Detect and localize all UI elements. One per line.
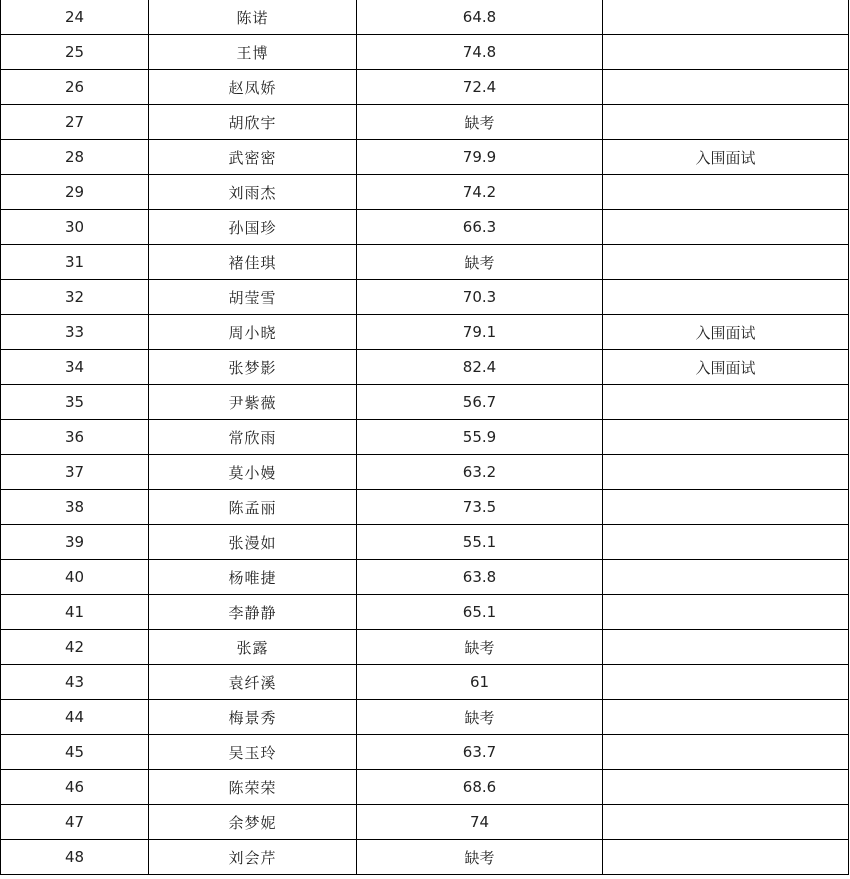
table-row (1, 140, 849, 175)
remark-cell (603, 175, 849, 210)
score-cell: 68.6 (357, 770, 603, 805)
name-cell: 尹紫薇 (149, 385, 357, 420)
name-cell: 武密密 (149, 140, 357, 175)
remark-cell: 入围面试 (603, 315, 849, 350)
table-row (1, 630, 849, 665)
row-number-cell: 39 (1, 525, 149, 560)
remark-cell (603, 455, 849, 490)
name-cell: 褚佳琪 (149, 245, 357, 280)
table-row (1, 210, 849, 245)
remark-cell (603, 210, 849, 245)
row-number-cell: 43 (1, 665, 149, 700)
remark-cell (603, 385, 849, 420)
name-cell: 莫小嫚 (149, 455, 357, 490)
row-number-cell: 47 (1, 805, 149, 840)
name-cell: 陈荣荣 (149, 770, 357, 805)
row-number-cell: 40 (1, 560, 149, 595)
name-cell: 张露 (149, 630, 357, 665)
table-row (1, 0, 849, 35)
table-row (1, 455, 849, 490)
row-number-cell: 32 (1, 280, 149, 315)
table-row (1, 595, 849, 630)
score-cell: 63.7 (357, 735, 603, 770)
score-cell: 63.2 (357, 455, 603, 490)
name-cell: 余梦妮 (149, 805, 357, 840)
remark-cell (603, 805, 849, 840)
name-cell: 常欣雨 (149, 420, 357, 455)
score-cell: 64.8 (357, 0, 603, 35)
row-number-cell: 29 (1, 175, 149, 210)
table-row (1, 350, 849, 385)
table-row (1, 420, 849, 455)
name-cell: 周小晓 (149, 315, 357, 350)
score-cell: 缺考 (357, 630, 603, 665)
score-cell: 61 (357, 665, 603, 700)
score-cell: 缺考 (357, 840, 603, 875)
row-number-cell: 42 (1, 630, 149, 665)
score-cell: 79.1 (357, 315, 603, 350)
name-cell: 李静静 (149, 595, 357, 630)
score-cell: 63.8 (357, 560, 603, 595)
row-number-cell: 36 (1, 420, 149, 455)
score-cell: 缺考 (357, 105, 603, 140)
row-number-cell: 48 (1, 840, 149, 875)
row-number-cell: 33 (1, 315, 149, 350)
table-row (1, 560, 849, 595)
score-cell: 74.2 (357, 175, 603, 210)
score-cell: 缺考 (357, 245, 603, 280)
table-row (1, 700, 849, 735)
score-cell: 缺考 (357, 700, 603, 735)
row-number-cell: 27 (1, 105, 149, 140)
name-cell: 孙国珍 (149, 210, 357, 245)
remark-cell (603, 840, 849, 875)
name-cell: 杨唯捷 (149, 560, 357, 595)
table-row (1, 385, 849, 420)
remark-cell (603, 420, 849, 455)
row-number-cell: 44 (1, 700, 149, 735)
name-cell: 刘会芹 (149, 840, 357, 875)
table-row (1, 525, 849, 560)
name-cell: 胡欣宇 (149, 105, 357, 140)
remark-cell (603, 630, 849, 665)
row-number-cell: 30 (1, 210, 149, 245)
row-number-cell: 26 (1, 70, 149, 105)
row-number-cell: 34 (1, 350, 149, 385)
score-cell: 82.4 (357, 350, 603, 385)
remark-cell (603, 665, 849, 700)
name-cell: 刘雨杰 (149, 175, 357, 210)
remark-cell (603, 105, 849, 140)
table-row (1, 665, 849, 700)
name-cell: 陈诺 (149, 0, 357, 35)
score-cell: 72.4 (357, 70, 603, 105)
row-number-cell: 45 (1, 735, 149, 770)
table-row (1, 280, 849, 315)
remark-cell (603, 0, 849, 35)
remark-cell: 入围面试 (603, 140, 849, 175)
table-row (1, 735, 849, 770)
table-row (1, 770, 849, 805)
table-row (1, 315, 849, 350)
row-number-cell: 41 (1, 595, 149, 630)
score-cell: 74.8 (357, 35, 603, 70)
name-cell: 吴玉玲 (149, 735, 357, 770)
score-cell: 56.7 (357, 385, 603, 420)
table-row (1, 175, 849, 210)
table-row (1, 70, 849, 105)
remark-cell (603, 700, 849, 735)
row-number-cell: 46 (1, 770, 149, 805)
name-cell: 袁纤溪 (149, 665, 357, 700)
remark-cell (603, 280, 849, 315)
score-cell: 55.1 (357, 525, 603, 560)
score-cell: 70.3 (357, 280, 603, 315)
table-row (1, 35, 849, 70)
row-number-cell: 31 (1, 245, 149, 280)
score-cell: 66.3 (357, 210, 603, 245)
row-number-cell: 25 (1, 35, 149, 70)
score-cell: 65.1 (357, 595, 603, 630)
score-cell: 79.9 (357, 140, 603, 175)
remark-cell (603, 595, 849, 630)
table-row (1, 805, 849, 840)
name-cell: 梅景秀 (149, 700, 357, 735)
remark-cell (603, 560, 849, 595)
table-row (1, 245, 849, 280)
row-number-cell: 28 (1, 140, 149, 175)
score-cell: 55.9 (357, 420, 603, 455)
row-number-cell: 38 (1, 490, 149, 525)
score-cell: 73.5 (357, 490, 603, 525)
row-number-cell: 37 (1, 455, 149, 490)
remark-cell (603, 245, 849, 280)
score-cell: 74 (357, 805, 603, 840)
name-cell: 张漫如 (149, 525, 357, 560)
remark-cell: 入围面试 (603, 350, 849, 385)
remark-cell (603, 735, 849, 770)
name-cell: 陈孟丽 (149, 490, 357, 525)
name-cell: 赵凤娇 (149, 70, 357, 105)
table-row (1, 490, 849, 525)
remark-cell (603, 70, 849, 105)
row-number-cell: 35 (1, 385, 149, 420)
table-row (1, 105, 849, 140)
name-cell: 胡莹雪 (149, 280, 357, 315)
remark-cell (603, 525, 849, 560)
row-number-cell: 24 (1, 0, 149, 35)
table-row (1, 840, 849, 875)
name-cell: 张梦影 (149, 350, 357, 385)
results-table-body (1, 0, 849, 875)
remark-cell (603, 770, 849, 805)
name-cell: 王博 (149, 35, 357, 70)
remark-cell (603, 35, 849, 70)
remark-cell (603, 490, 849, 525)
